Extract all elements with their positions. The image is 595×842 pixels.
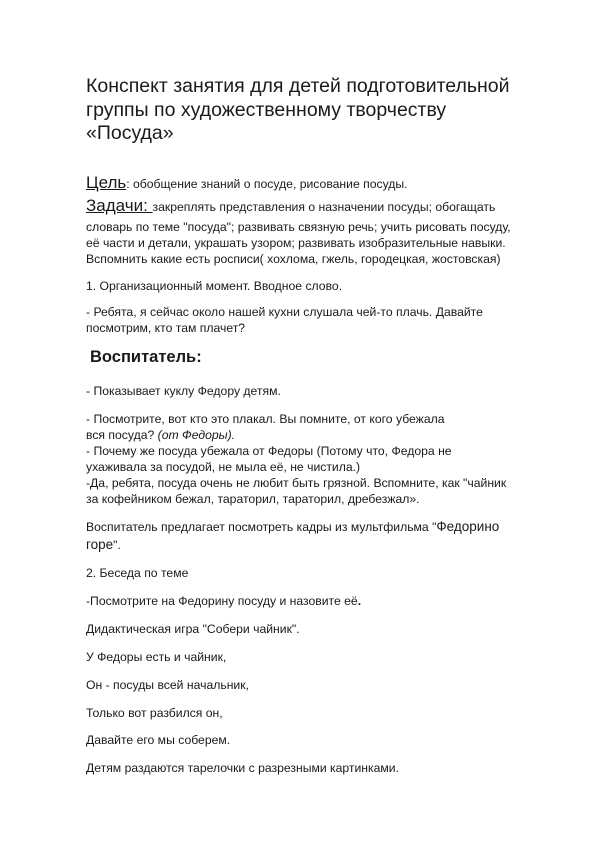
- section-1-heading: 1. Организационный момент. Вводное слово.: [86, 279, 343, 293]
- dialog-line-5: -Да, ребята, посуда очень не любит быть грязной. Вспомните, как "чайник: [86, 476, 507, 490]
- plates-line: Детям раздаются тарелочки с разрезными картинками.: [86, 761, 399, 775]
- title-line-2: группы по художественному творчеству: [86, 98, 447, 121]
- title-line-1: Конспект занятия для детей подготовительной: [86, 75, 510, 97]
- poem-line-4: Давайте его мы соберем.: [86, 733, 231, 747]
- goal-label: Цель: [86, 173, 127, 192]
- offer-line-1: [86, 519, 499, 535]
- dialog-answer: (от Федоры).: [157, 428, 236, 442]
- offer-line-2: [86, 537, 121, 553]
- dialog-line-2: [86, 427, 235, 443]
- cartoon-title-part-2: горе: [86, 537, 114, 552]
- dialog-line-2-text: вся посуда?: [86, 428, 158, 442]
- poem-line-3: Только вот разбился он,: [86, 706, 223, 720]
- shows-doll-line: - Показывает куклу Федору детям.: [86, 384, 281, 398]
- tasks-line-2: словарь по теме "посуда"; развивать связную речь; учить рисовать посуду,: [86, 220, 511, 234]
- look-line: [86, 593, 361, 609]
- tasks-label: Задачи:: [86, 196, 153, 215]
- offer-text: Воспитатель предлагает посмотреть кадры из мультфильма ": [86, 520, 437, 534]
- goal-paragraph: [86, 175, 408, 192]
- dialog-line-4: ухаживала за посудой, не мыла её, не чистила.): [86, 460, 361, 474]
- document-title: [86, 75, 566, 146]
- dialog-line-3: - Почему же посуда убежала от Федоры (Потому что, Федора не: [86, 444, 452, 458]
- dialog-line-1: - Посмотрите, вот кто это плакал. Вы помните, от кого убежала: [86, 412, 445, 426]
- look-dot: .: [357, 594, 362, 608]
- tasks-line-4: Вспомнить какие есть росписи( хохлома, гжель, городецкая, жостовская): [86, 252, 501, 266]
- game-line: Дидактическая игра "Собери чайник".: [86, 622, 300, 636]
- look-text: -Посмотрите на Федорину посуду и назовите её: [86, 594, 358, 608]
- poem-line-2: Он - посуды всей начальник,: [86, 678, 249, 692]
- cartoon-title-part-1: Федорино: [436, 519, 500, 534]
- section-2-heading: 2. Беседа по теме: [86, 566, 189, 580]
- intro-line-1: - Ребята, я сейчас около нашей кухни слушала чей-то плачь. Давайте: [86, 305, 483, 319]
- tasks-line-3: её части и детали, украшать узором; развивать изобразительные навыки.: [86, 236, 506, 250]
- goal-text: : обобщение знаний о посуде, рисование посуды.: [126, 177, 408, 191]
- dialog-line-6: за кофейником бежал, тараторил, тараторил, дребезжал».: [86, 492, 420, 506]
- teacher-heading: Воспитатель:: [90, 348, 202, 366]
- poem-line-1: У Федоры есть и чайник,: [86, 650, 227, 664]
- tasks-line-1: [86, 198, 495, 215]
- intro-line-2: посмотрим, кто там плачет?: [86, 321, 246, 335]
- offer-end: ".: [113, 538, 121, 552]
- title-line-3: «Посуда»: [86, 122, 174, 144]
- tasks-text-1: закреплять представления о назначении посуды; обогащать: [152, 200, 496, 214]
